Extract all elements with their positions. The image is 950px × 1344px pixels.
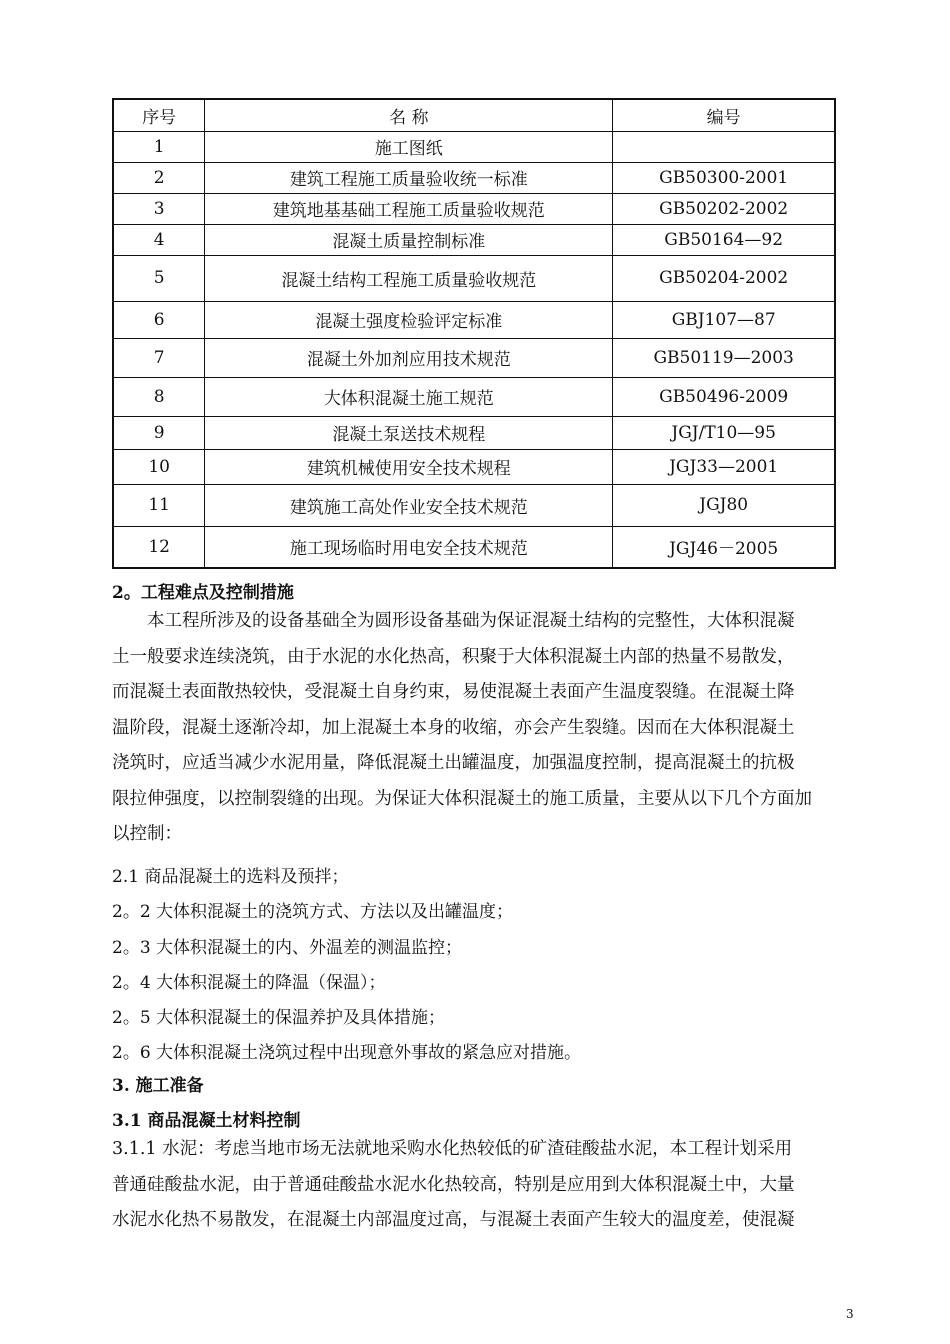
paragraph-line: 而混凝土表面散热较快，受混凝土自身约束，易使混凝土表面产生温度裂缝。在混凝土降 <box>112 682 795 702</box>
cell-name: 混凝土强度检验评定标准 <box>205 301 613 338</box>
cell-no: 1 <box>113 131 205 162</box>
cell-no: 2 <box>113 162 205 193</box>
table-row <box>113 338 835 377</box>
cell-code: JGJ33—2001 <box>613 449 835 484</box>
list-item: 2。5 大体积混凝土的保温养护及具体措施； <box>112 1008 446 1028</box>
cell-name: 建筑机械使用安全技术规程 <box>205 449 613 484</box>
cell-no: 12 <box>113 526 205 568</box>
cell-no: 9 <box>113 416 205 449</box>
paragraph-line: 限拉伸强度，以控制裂缝的出现。为保证大体积混凝土的施工质量，主要从以下几个方面加 <box>112 788 812 809</box>
cell-name: 混凝土结构工程施工质量验收规范 <box>205 255 613 301</box>
paragraph-line: 温阶段，混凝土逐渐冷却，加上混凝土本身的收缩，亦会产生裂缝。因而在大体积混凝土 <box>112 717 795 738</box>
table-row <box>113 301 835 338</box>
cell-code: JGJ46－2005 <box>613 526 835 568</box>
table-row <box>113 193 835 224</box>
cell-name: 建筑工程施工质量验收统一标准 <box>205 162 613 193</box>
list-item: 2。4 大体积混凝土的降温（保温）； <box>112 973 386 993</box>
paragraph-line: 以控制： <box>112 824 182 844</box>
cell-no: 11 <box>113 484 205 526</box>
table-row <box>113 131 835 162</box>
cell-code: JGJ80 <box>613 484 835 526</box>
page-number: 3 <box>846 1307 854 1321</box>
cell-code: GB50164—92 <box>613 224 835 255</box>
cell-code <box>613 131 835 162</box>
cell-name: 建筑施工高处作业安全技术规范 <box>205 484 613 526</box>
section-2-heading: 2。工程难点及控制措施 <box>112 583 294 603</box>
table-row <box>113 526 835 568</box>
table-row <box>113 162 835 193</box>
paragraph-line: 3.1.1 水泥：考虑当地市场无法就地采购水化热较低的矿渣硅酸盐水泥，本工程计划采用 <box>112 1139 793 1159</box>
header-name: 名 称 <box>205 99 613 131</box>
list-item: 2。2 大体积混凝土的浇筑方式、方法以及出罐温度； <box>112 902 514 922</box>
cell-name: 建筑地基基础工程施工质量验收规范 <box>205 193 613 224</box>
table-row <box>113 224 835 255</box>
cell-code: GB50119—2003 <box>613 338 835 377</box>
cell-code: JGJ/T10—95 <box>613 416 835 449</box>
cell-code: GB50204-2002 <box>613 255 835 301</box>
paragraph-line: 水泥水化热不易散发，在混凝土内部温度过高，与混凝土表面产生较大的温度差，使混凝 <box>112 1210 795 1230</box>
paragraph-line: 普通硅酸盐水泥，由于普通硅酸盐水泥水化热较高，特别是应用到大体积混凝土中，大量 <box>112 1174 795 1195</box>
standards-table <box>112 98 836 569</box>
cell-name: 施工图纸 <box>205 131 613 162</box>
cell-no: 7 <box>113 338 205 377</box>
cell-code: GB50202-2002 <box>613 193 835 224</box>
cell-no: 6 <box>113 301 205 338</box>
list-item: 2。6 大体积混凝土浇筑过程中出现意外事故的紧急应对措施。 <box>112 1043 582 1063</box>
list-item: 2。3 大体积混凝土的内、外温差的测温监控； <box>112 938 463 958</box>
cell-no: 4 <box>113 224 205 255</box>
table-row <box>113 377 835 416</box>
paragraph-line: 土一般要求连续浇筑，由于水泥的水化热高，积聚于大体积混凝土内部的热量不易散发， <box>112 646 795 667</box>
paragraph-line: 浇筑时，应适当减少水泥用量，降低混凝土出罐温度，加强温度控制，提高混凝土的抗极 <box>112 753 795 773</box>
paragraph-line: 本工程所涉及的设备基础全为圆形设备基础为保证混凝土结构的完整性，大体积混凝 <box>147 611 795 631</box>
table-row <box>113 416 835 449</box>
cell-name: 混凝土外加剂应用技术规范 <box>205 338 613 377</box>
cell-no: 10 <box>113 449 205 484</box>
cell-name: 施工现场临时用电安全技术规范 <box>205 526 613 568</box>
cell-name: 混凝土泵送技术规程 <box>205 416 613 449</box>
section-2-paragraph <box>112 604 857 853</box>
table-row <box>113 484 835 526</box>
cell-name: 混凝土质量控制标准 <box>205 224 613 255</box>
list-item: 2.1 商品混凝土的选料及预拌； <box>112 867 349 887</box>
cell-no: 8 <box>113 377 205 416</box>
cell-name: 大体积混凝土施工规范 <box>205 377 613 416</box>
cell-code: GB50496-2009 <box>613 377 835 416</box>
cell-code: GBJ107—87 <box>613 301 835 338</box>
section-3-paragraph <box>112 1132 857 1239</box>
section-3-1-heading: 3.1 商品混凝土材料控制 <box>112 1111 301 1131</box>
table-row <box>113 255 835 301</box>
table-row <box>113 449 835 484</box>
cell-no: 3 <box>113 193 205 224</box>
section-3-heading: 3. 施工准备 <box>112 1076 204 1096</box>
header-no: 序号 <box>113 99 205 131</box>
header-code: 编号 <box>613 99 835 131</box>
table-header-row <box>113 99 835 131</box>
cell-code: GB50300-2001 <box>613 162 835 193</box>
cell-no: 5 <box>113 255 205 301</box>
